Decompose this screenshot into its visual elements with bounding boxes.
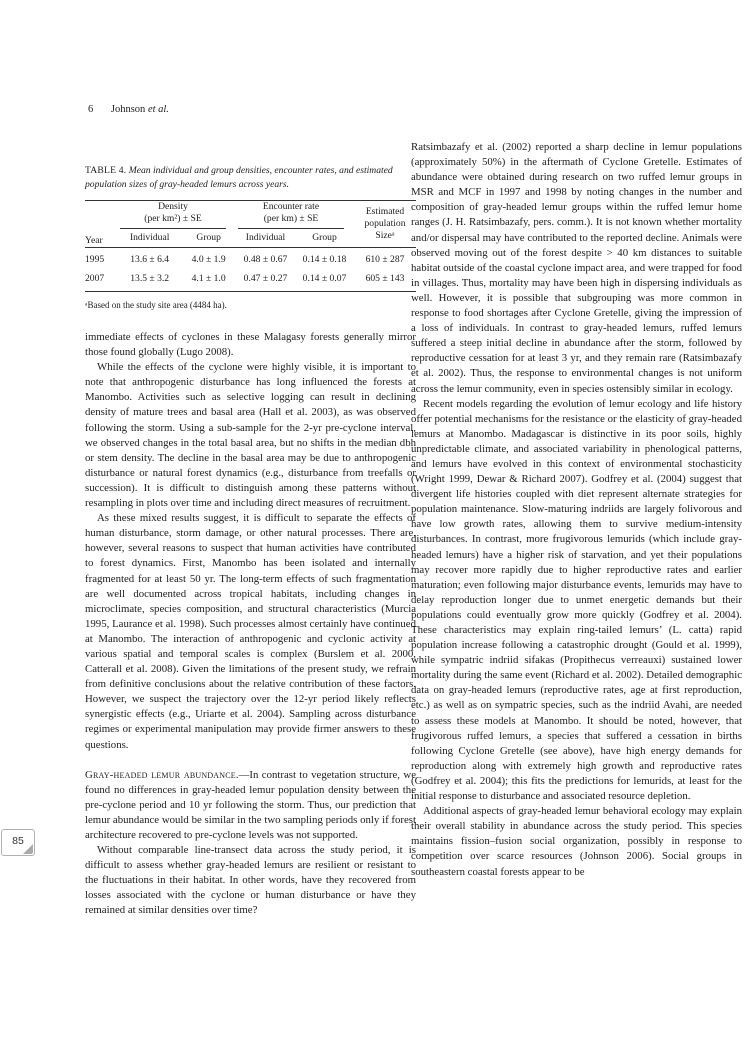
table-caption-text: Mean individual and group densities, encounter rates, and estimated population sizes of gray-headed lemurs across years. [85, 165, 393, 190]
left-column [85, 330, 416, 919]
folded-corner-icon [23, 844, 33, 854]
page-number-tab [1, 829, 35, 856]
table-4 [85, 200, 416, 292]
body-paragraph: As these mixed results suggest, it is difficult to separate the effects of human disturbance, storm damage, or other natural processes. There are, however, several reasons to suspect that human activities have contributed to forest dynamics. First, Manombo has been isolated and internally fragmented for at least 50 yr. The long-term effects of such fragmentation are well documented across tropical habitats, including changes in microclimate, species composition, and structural characteristics (Murcia 1995, Laurance et al. 1998). Such processes almost certainly have continued at Manombo. The interaction of anthropogenic and cyclonic activity at various spatial and temporal scales is complex (Burslem et al. 2000, Catterall et al. 2008). Given the limitations of the present study, we refrain from definitive conclusions about the relative contribution of these factors. However, we suspect the trajectory over the 12-yr period likely reflects synergistic effects (e.g., Uriarte et al. 2004). Sampling across disturbance regimes or experimental manipulation may provide firmer answers to these questions. [85, 512, 416, 751]
cell-year: 1995 [85, 254, 105, 265]
body-paragraph: Additional aspects of gray-headed lemur behavioral ecology may explain their overall stability in abundance across the study period. This species maintains fission–fusion social organization, possibly in response to competition over scarce resources (Johnson 2006). Social groups in southeastern coastal forests appear to be [411, 805, 742, 878]
col-group-density [118, 201, 236, 230]
section-heading: Gray-headed lemur abundance [85, 768, 236, 781]
page-tab-label: 85 [12, 835, 24, 847]
cell-density-individual: 13.6 ± 6.4 [130, 254, 170, 265]
table-caption [85, 164, 416, 191]
cell-density-group: 4.1 ± 1.0 [191, 273, 226, 284]
encounter-group-header [238, 201, 344, 229]
col-subheader-individual-encounter: Individual [236, 229, 295, 248]
cell-encounter-group: 0.14 ± 0.18 [302, 254, 347, 265]
table-footnote: ᵃBased on the study site area (4484 ha). [85, 300, 227, 310]
cell-estimated-population: 605 ± 143 [365, 273, 405, 284]
body-paragraph: immediate effects of cyclones in these Malagasy forests generally mirror those found globally (Lugo 2008). [85, 331, 416, 359]
body-paragraph: Ratsimbazafy et al. (2002) reported a sharp decline in lemur populations (approximately 50%) in the aftermath of Cyclone Gretelle. Estimates of abundance were obtained during research on two ruffed lemur groups in MSR and MCF in 1997 and 1998 by noting changes in the number and composition of gray-headed lemur groups within the ruffed lemur home ranges (J. H. Ratsimbazafy, pers. comm.). It is not known whether mortality and/or dispersal may have contributed to the reported decline. Animals were observed moving out of the forest despite > 40 km distances to suitable habitat outside of the coastal cyclone impact area, and were trapped for food in villages. Thus, mortality may have been high in dispersing individuals as well. However, it is possible that subgrouping was more common in response to food shortages after Cyclone Gretelle, giving the impression of a loss of individuals. In contrast to gray-headed lemurs, ruffed lemurs suffered a steep initial decline in abundance after the storm, followed by reproductive cessation for at least 3 yr, and they remain rare (Ratsimbazafy et al. 2002). Thus, the response to environmental changes is not uniform across the lemur community, even in species ostensibly similar in ecology. [411, 141, 742, 395]
density-group-unit: (per km²) ± SE [144, 213, 202, 224]
body-paragraph: Without comparable line-transect data across the study period, it is difficult to assess whether gray-headed lemurs are resilient or resistant to the fluctuations in their habitat. In other words, have they recovered from losses associated with the cyclone or human disturbance or have they remained at similar densities over time? [85, 844, 416, 917]
col-header-year: Year [85, 201, 118, 248]
density-group-header [120, 201, 226, 229]
running-authors [111, 104, 169, 115]
cell-encounter-group: 0.14 ± 0.07 [302, 273, 347, 284]
col-subheader-group-encounter: Group [295, 229, 354, 248]
col-subheader-individual-density: Individual [118, 229, 181, 248]
running-head [88, 104, 418, 115]
cell-density-group: 4.0 ± 1.9 [191, 254, 226, 265]
cell-estimated-population: 610 ± 287 [365, 254, 405, 265]
encounter-group-unit: (per km) ± SE [263, 213, 319, 224]
section-body-text: .—In contrast to vegetation structure, we found no differences in gray-headed lemur population density between the pre-cyclone period and 10 yr following the storm. Thus, our prediction that lemur abundance would be similar in the two sampling periods only if forest architecture recovered to pre-cyclone levels was not supported. [85, 768, 417, 841]
density-group-name: Density [158, 201, 188, 212]
col-subheader-group-density: Group [181, 229, 236, 248]
body-paragraph: While the effects of the cyclone were highly visible, it is important to note that anthropogenic disturbance has long influenced the forests at Manombo. Activities such as selective logging can result in declining density of mature trees and basal area (Hall et al. 2003), as was observed following the storm. Using a sub-sample for the 2-yr pre-cyclone interval, we observed changes in the total basal area, but no shifts in the median dbh or stem density. The decline in the basal area may be due to anthropogenic disturbance or natural forest dynamics (e.g., disturbance from treefalls or succession). It is difficult to distinguish among these patterns without resampling in plots over time and including direct measures of recruitment. [85, 361, 416, 510]
table-label: TABLE 4. [85, 165, 127, 176]
table-4-block [85, 164, 416, 310]
col-header-estimated-population: Estimated population Sizeᵃ [354, 201, 416, 248]
body-paragraph: Recent models regarding the evolution of lemur ecology and life history offer potential mechanisms for the resistance or the elasticity of gray-headed lemurs at Manombo. Madagascar is distinctive in its poor soils, highly unpredictable climate, and associated variability in phenological patterns, and lemurs have evolved in this context of environmental stochasticity (Wright 1999, Dewar & Richard 2007). Godfrey et al. (2004) suggest that divergent life histories coupled with diet represent alternate strategies for population maintenance. Slow-maturing indriids are largely folivorous and have low growth rates, allowing them to survive medium-intensity disturbances. In contrast, more frugivorous lemurids (which include gray-headed lemurs) have a higher risk of starvation, and yet their populations may recover more rapidly due to higher reproductive rates and earlier maturation; even following major disturbance events, lemurids may have to delay reproduction longer due to unmet energetic demands but their populations could eventually grow more quickly (Godfrey et al. 2004). These characteristics may explain ring-tailed lemurs’ (L. catta) rapid population increase following a catastrophic drought (Gould et al. 1999), while sympatric indriid sifakas (Propithecus verreauxi) sustained lower mortality during the same event (Richard et al. 2002). Detailed demographic data on gray-headed lemurs (reproductive rates, age at first reproduction, etc.) as well as on sympatric species, such as the indriid Avahi, are needed to assess these models at Manombo. It should be noted, however, that frugivorous ruffed lemurs, a species that suffered a cessation in births following Cyclone Gretelle (see above), have high energy demands for reproduction along with extremely high growth and reproductive rates (Godfrey et al. 2004); this fits the predictions for lemurids, at least for the initial response to disturbance and associated resource depletion. [411, 397, 742, 803]
cell-density-individual: 13.5 ± 3.2 [130, 273, 170, 284]
cell-encounter-individual: 0.47 ± 0.27 [243, 273, 288, 284]
page-number: 6 [88, 104, 94, 115]
section-paragraph [85, 768, 416, 843]
cell-encounter-individual: 0.48 ± 0.67 [243, 254, 288, 265]
col-group-encounter [236, 201, 354, 230]
authors-etal: et al. [147, 104, 169, 115]
authors-name: Johnson [110, 104, 146, 115]
table-row [85, 248, 416, 270]
table-row [85, 269, 416, 292]
encounter-group-name: Encounter rate [262, 201, 320, 212]
cell-year: 2007 [85, 273, 105, 284]
right-column [411, 140, 742, 880]
